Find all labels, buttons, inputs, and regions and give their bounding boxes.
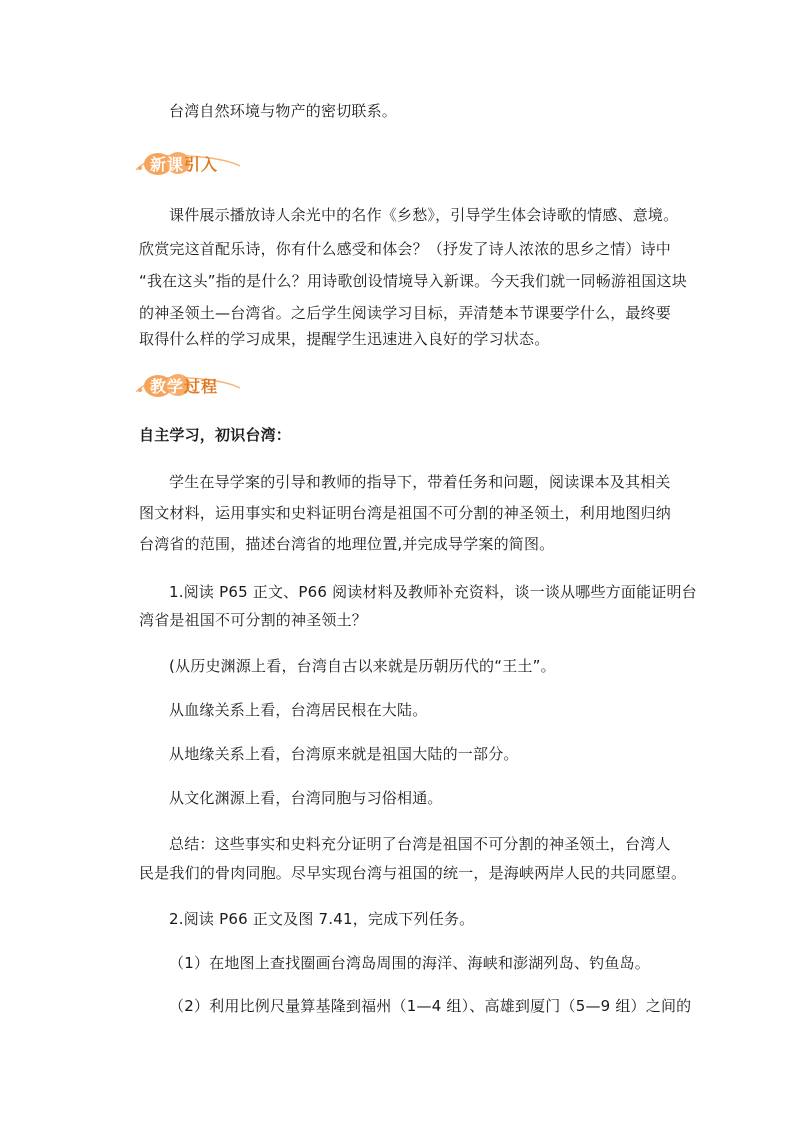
intro-line: 台湾自然环境与物产的密切联系。: [169, 102, 398, 120]
point-line: 从文化渊源上看，台湾同胞与习俗相通。: [169, 789, 443, 807]
text-line: 取得什么样的学习成果，提醒学生迅速进入良好的学习状态。: [139, 330, 550, 348]
question-1-line: 1.阅读 P65 正文、P66 阅读材料及教师补充资料，谈一谈从哪些方面能证明台: [169, 583, 697, 601]
question-2-line: 2.阅读 P66 正文及图 7.41，完成下列任务。: [169, 910, 475, 928]
text-line: 欣赏完这首配乐诗，你有什么感受和体会？（抒发了诗人浓浓的思乡之情）诗中: [139, 240, 672, 258]
section-banner-teaching: [134, 370, 244, 400]
text-line: 图文材料，运用事实和史料证明台湾是祖国不可分割的神圣领土，利用地图归纳: [139, 504, 672, 522]
text-line: “我在这头”指的是什么？用诗歌创设情境导入新课。今天我们就一同畅游祖国这块: [139, 272, 687, 290]
section-title-part2: 引入: [184, 155, 219, 174]
section-title: [150, 374, 218, 397]
task-2-line: （2）利用比例尺量算基隆到福州（1—4 组）、高雄到厦门（5—9 组）之间的: [169, 997, 692, 1015]
section-title-part1: 新课: [150, 155, 185, 174]
section-title-part1: 教学: [150, 377, 185, 396]
text-line: 的神圣领土—台湾省。之后学生阅读学习目标，弄清楚本节课要学什么，最终要: [139, 304, 672, 322]
text-line: 学生在导学案的引导和教师的指导下，带着任务和问题，阅读课本及其相关: [169, 473, 671, 491]
question-1-line: 湾省是祖国不可分割的神圣领土？: [139, 611, 368, 629]
task-1-line: （1）在地图上查找圈画台湾岛周围的海洋、海峡和澎湖列岛、钓鱼岛。: [169, 954, 650, 972]
section-title: [150, 152, 218, 175]
section-banner-new-lesson: [134, 148, 244, 178]
section-title-part2: 过程: [184, 377, 219, 396]
summary-line: 总结：这些事实和史料充分证明了台湾是祖国不可分割的神圣领土，台湾人: [169, 835, 671, 853]
text-line: 课件展示播放诗人余光中的名作《乡愁》，引导学生体会诗歌的情感、意境。: [169, 206, 679, 224]
point-line: 从血缘关系上看，台湾居民根在大陆。: [169, 701, 428, 719]
summary-line: 民是我们的骨肉同胞。尽早实现台湾与祖国的统一，是海峡两岸人民的共同愿望。: [139, 864, 687, 882]
point-line: 从地缘关系上看，台湾原来就是祖国大陆的一部分。: [169, 745, 519, 763]
text-line: 台湾省的范围，描述台湾省的地理位置,并完成导学案的简图。: [139, 535, 555, 553]
point-line: (从历史渊源上看，台湾自古以来就是历朝历代的“王土”。: [169, 657, 556, 675]
subheading: 自主学习，初识台湾：: [139, 426, 292, 444]
